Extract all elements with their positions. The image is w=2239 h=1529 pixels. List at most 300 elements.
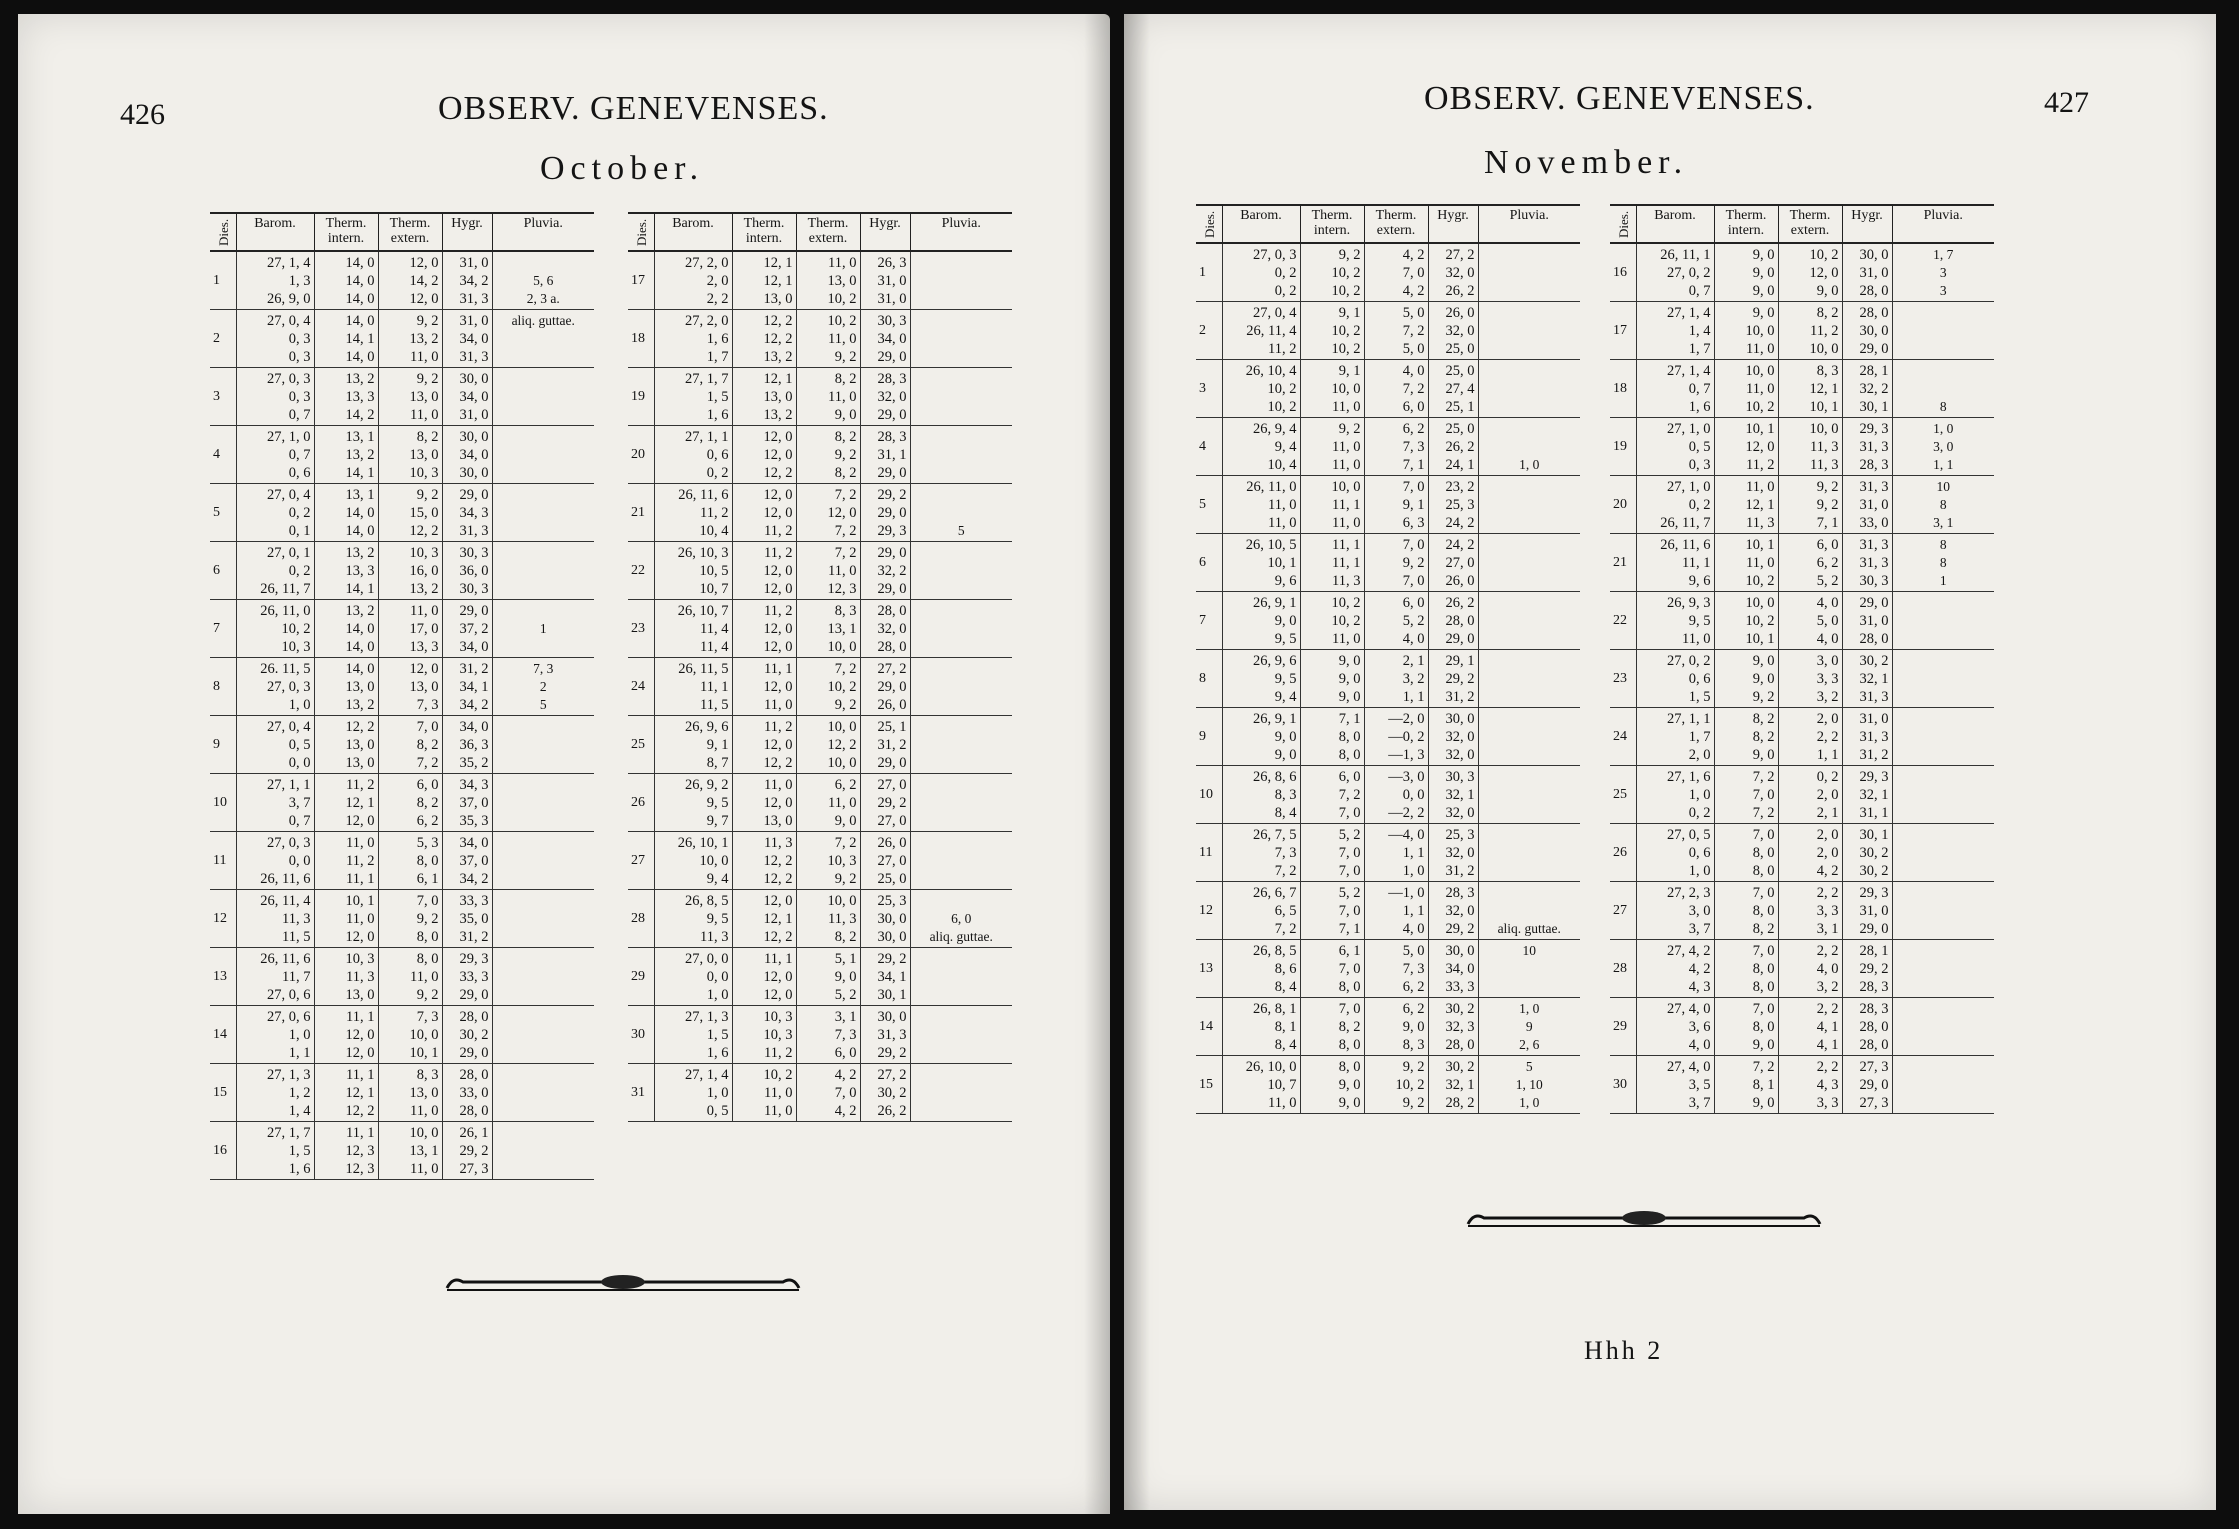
reading-value xyxy=(914,486,1010,504)
reading-value: 30, 3 xyxy=(1859,573,1889,589)
reading-value: 6, 2 xyxy=(834,777,857,793)
reading-value: 5, 0 xyxy=(1402,943,1425,959)
reading-value: 12, 1 xyxy=(345,1085,375,1101)
reading-value: 12, 2 xyxy=(763,465,793,481)
reading-value: 11, 0 xyxy=(764,777,793,793)
therm-intern-cell xyxy=(732,1006,796,1064)
reading-value: 9, 2 xyxy=(416,987,439,1003)
hygrometer-cell xyxy=(1842,882,1892,940)
barometer-cell xyxy=(236,1064,314,1122)
reading-value: 27, 0, 4 xyxy=(267,719,311,735)
therm-intern-cell xyxy=(314,368,378,426)
reading-value xyxy=(496,330,592,348)
day-number: 25 xyxy=(628,716,654,774)
right-page xyxy=(1124,14,2216,1510)
reading-value: 31, 3 xyxy=(459,291,489,307)
reading-value: 9, 0 xyxy=(1752,305,1775,321)
reading-value: 6, 2 xyxy=(1816,555,1839,571)
reading-value: 25, 0 xyxy=(877,871,907,887)
reading-value: 8, 0 xyxy=(416,853,439,869)
pluvia-cell xyxy=(492,310,594,368)
reading-value: 30, 2 xyxy=(1445,1059,1475,1075)
reading-value xyxy=(496,928,592,946)
reading-value: 0, 5 xyxy=(1688,439,1711,455)
reading-value: 30, 0 xyxy=(1445,711,1475,727)
reading-value xyxy=(914,1084,1010,1102)
reading-value: 10, 2 xyxy=(1745,573,1775,589)
reading-value: 12, 3 xyxy=(345,1143,375,1159)
day-number: 11 xyxy=(210,832,236,890)
reading-value: 7, 0 xyxy=(1752,943,1775,959)
therm-extern-cell xyxy=(1364,882,1428,940)
reading-value: 31, 3 xyxy=(1859,537,1889,553)
hygrometer-cell xyxy=(442,1122,492,1180)
reading-value: 11, 0 xyxy=(1746,555,1775,571)
reading-value: 32, 2 xyxy=(877,563,907,579)
reading-value: 10, 3 xyxy=(827,853,857,869)
reading-value: 7, 0 xyxy=(1752,787,1775,803)
pluvia-cell xyxy=(492,600,594,658)
reading-value: 29, 0 xyxy=(877,505,907,521)
reading-value xyxy=(914,272,1010,290)
reading-value: 7, 2 xyxy=(834,545,857,561)
reading-value: 7, 0 xyxy=(1402,479,1425,495)
reading-value: 7, 0 xyxy=(1402,537,1425,553)
table-row xyxy=(210,890,594,948)
reading-value: 2, 2 xyxy=(1816,729,1839,745)
table-row xyxy=(210,484,594,542)
reading-value xyxy=(1896,746,1992,764)
hygrometer-cell xyxy=(442,426,492,484)
reading-value xyxy=(914,950,1010,968)
reading-value: 26, 8, 5 xyxy=(685,893,729,909)
reading-value xyxy=(914,1044,1010,1062)
reading-value: 1, 0 xyxy=(1688,787,1711,803)
barometer-cell xyxy=(236,484,314,542)
therm-intern-cell xyxy=(1714,302,1778,360)
barometer-cell xyxy=(654,774,732,832)
reading-value: 29, 0 xyxy=(877,349,907,365)
reading-value: 2, 6 xyxy=(1519,1037,1540,1052)
reading-value: 9, 2 xyxy=(416,313,439,329)
reading-value xyxy=(496,794,592,812)
reading-value xyxy=(914,464,1010,482)
observation-table xyxy=(628,212,1012,1122)
barometer-cell xyxy=(1222,418,1300,476)
observation-table xyxy=(1196,204,1580,1114)
reading-value: 1, 4 xyxy=(288,1103,311,1119)
day-number: 28 xyxy=(1610,940,1636,998)
barometer-cell xyxy=(236,1006,314,1064)
barometer-cell xyxy=(236,1122,314,1180)
reading-value: 10, 2 xyxy=(827,291,857,307)
reading-value: 29, 2 xyxy=(877,487,907,503)
day-number: 9 xyxy=(1196,708,1222,766)
reading-value xyxy=(1482,496,1578,514)
reading-value: 4, 0 xyxy=(1816,631,1839,647)
reading-value: 26, 10, 4 xyxy=(1245,363,1297,379)
reading-value xyxy=(914,870,1010,888)
reading-value: 14, 1 xyxy=(345,581,375,597)
table-row xyxy=(1610,998,1994,1056)
reading-value: 13, 3 xyxy=(345,563,375,579)
reading-value: 33, 3 xyxy=(459,893,489,909)
reading-value xyxy=(1896,1058,1992,1076)
reading-value: 4, 0 xyxy=(1816,595,1839,611)
reading-value: 24, 2 xyxy=(1445,515,1475,531)
reading-value: 11, 2 xyxy=(764,545,793,561)
reading-value: 12, 0 xyxy=(827,505,857,521)
reading-value: 1, 6 xyxy=(706,331,729,347)
table-row xyxy=(210,251,594,310)
reading-value: 11, 0 xyxy=(1332,439,1361,455)
reading-value: 15, 0 xyxy=(409,505,439,521)
reading-value: 0, 7 xyxy=(288,447,311,463)
pluvia-cell xyxy=(1892,650,1994,708)
hygrometer-cell xyxy=(1842,650,1892,708)
reading-value: 28, 3 xyxy=(1859,457,1889,473)
therm-extern-cell xyxy=(378,890,442,948)
reading-value: 7, 0 xyxy=(1338,805,1361,821)
reading-value: 9, 6 xyxy=(1688,573,1711,589)
hygrometer-cell xyxy=(1842,940,1892,998)
barometer-cell xyxy=(1636,534,1714,592)
reading-value: 14, 2 xyxy=(345,407,375,423)
therm-extern-cell xyxy=(1364,418,1428,476)
reading-value xyxy=(1896,960,1992,978)
barometer-cell xyxy=(1636,824,1714,882)
reading-value xyxy=(914,348,1010,366)
reading-value: 26, 8, 6 xyxy=(1253,769,1297,785)
reading-value: 10, 2 xyxy=(1331,613,1361,629)
reading-value: 11, 0 xyxy=(1268,1095,1297,1111)
reading-value: 12, 1 xyxy=(763,255,793,271)
reading-value: 9, 0 xyxy=(834,969,857,985)
reading-value xyxy=(914,696,1010,714)
reading-value: 4, 2 xyxy=(834,1103,857,1119)
reading-value: 27, 0, 3 xyxy=(267,835,311,851)
table-row xyxy=(1610,650,1994,708)
therm-extern-cell xyxy=(796,426,860,484)
reading-value: aliq. guttae. xyxy=(929,929,993,944)
reading-value: 11, 0 xyxy=(346,911,375,927)
reading-value: 11, 0 xyxy=(410,1161,439,1177)
reading-value: 16, 0 xyxy=(409,563,439,579)
barometer-cell xyxy=(1636,708,1714,766)
therm-extern-cell xyxy=(378,832,442,890)
reading-value: 12, 0 xyxy=(409,255,439,271)
day-number: 8 xyxy=(210,658,236,716)
therm-intern-cell xyxy=(732,251,796,310)
pluvia-cell xyxy=(492,716,594,774)
reading-value: 27, 4 xyxy=(1445,381,1475,397)
reading-value: 9, 2 xyxy=(416,371,439,387)
reading-value: 9, 0 xyxy=(1274,747,1297,763)
day-number: 6 xyxy=(210,542,236,600)
barometer-cell xyxy=(236,368,314,426)
therm-intern-cell xyxy=(1714,998,1778,1056)
reading-value xyxy=(496,1084,592,1102)
reading-value: 8, 2 xyxy=(416,429,439,445)
reading-value: 1, 0 xyxy=(288,697,311,713)
reading-value xyxy=(914,986,1010,1004)
reading-value: 28, 3 xyxy=(1445,885,1475,901)
reading-value: 10, 4 xyxy=(1267,457,1297,473)
reading-value: 6, 2 xyxy=(1402,421,1425,437)
hygrometer-cell xyxy=(1842,998,1892,1056)
hygrometer-cell xyxy=(1842,824,1892,882)
reading-value: 1, 5 xyxy=(288,1143,311,1159)
reading-value xyxy=(1896,594,1992,612)
table-row xyxy=(210,542,594,600)
reading-value: 28, 3 xyxy=(1859,979,1889,995)
reading-value: 27, 3 xyxy=(1859,1059,1889,1075)
reading-value: 7, 2 xyxy=(834,487,857,503)
table-row xyxy=(628,542,1012,600)
reading-value xyxy=(914,852,1010,870)
reading-value: 7, 0 xyxy=(1402,573,1425,589)
therm-intern-cell xyxy=(1714,243,1778,302)
reading-value: 9, 0 xyxy=(1402,1019,1425,1035)
hygrometer-cell xyxy=(442,542,492,600)
reading-value xyxy=(1896,1094,1992,1112)
reading-value: 32, 0 xyxy=(877,389,907,405)
therm-intern-cell xyxy=(314,716,378,774)
day-number: 5 xyxy=(210,484,236,542)
therm-intern-cell xyxy=(1300,1056,1364,1114)
header-dies: Dies. xyxy=(1610,205,1636,243)
reading-value: 8, 1 xyxy=(1752,1077,1775,1093)
reading-value xyxy=(914,312,1010,330)
reading-value: 14, 1 xyxy=(345,331,375,347)
reading-value: 13, 0 xyxy=(763,389,793,405)
therm-extern-cell xyxy=(1778,940,1842,998)
barometer-cell xyxy=(1222,243,1300,302)
reading-value: 28, 0 xyxy=(1859,283,1889,299)
day-number: 13 xyxy=(210,948,236,1006)
reading-value xyxy=(914,406,1010,424)
reading-value: 9, 2 xyxy=(1752,689,1775,705)
hygrometer-cell xyxy=(1842,243,1892,302)
therm-intern-cell xyxy=(732,368,796,426)
hygrometer-cell xyxy=(1842,534,1892,592)
reading-value: 27, 1, 1 xyxy=(1667,711,1711,727)
header-dies: Dies. xyxy=(210,213,236,251)
reading-value: 0, 3 xyxy=(288,349,311,365)
reading-value: 31, 0 xyxy=(877,273,907,289)
pluvia-cell xyxy=(1478,824,1580,882)
reading-value: 9, 2 xyxy=(1402,555,1425,571)
barometer-cell xyxy=(236,774,314,832)
reading-value: 26, 6, 7 xyxy=(1253,885,1297,901)
barometer-cell xyxy=(654,368,732,426)
reading-value: 26, 2 xyxy=(877,1103,907,1119)
reading-value: 32, 0 xyxy=(877,621,907,637)
hygrometer-cell xyxy=(1428,592,1478,650)
pluvia-cell xyxy=(910,890,1012,948)
day-number: 18 xyxy=(1610,360,1636,418)
reading-value: 11, 0 xyxy=(764,697,793,713)
reading-value: 8, 2 xyxy=(1816,305,1839,321)
day-number: 15 xyxy=(210,1064,236,1122)
reading-value: 35, 2 xyxy=(459,755,489,771)
reading-value: 26, 11, 7 xyxy=(260,581,311,597)
reading-value: 5, 2 xyxy=(1338,885,1361,901)
reading-value: 25, 3 xyxy=(1445,497,1475,513)
table-row xyxy=(1196,360,1580,418)
therm-extern-cell xyxy=(1364,476,1428,534)
reading-value: 11, 7 xyxy=(282,969,311,985)
pluvia-cell xyxy=(910,251,1012,310)
reading-value: 9, 2 xyxy=(416,911,439,927)
reading-value xyxy=(1896,862,1992,880)
reading-value: 7, 0 xyxy=(1338,903,1361,919)
reading-value: 30, 2 xyxy=(1859,863,1889,879)
reading-value: 10, 2 xyxy=(1331,595,1361,611)
day-number: 1 xyxy=(1196,243,1222,302)
pluvia-cell xyxy=(1478,243,1580,302)
reading-value: 2, 0 xyxy=(1816,827,1839,843)
reading-value: 3, 1 xyxy=(1816,921,1839,937)
reading-value: 26, 11, 4 xyxy=(260,893,311,909)
reading-value: 13, 3 xyxy=(345,389,375,405)
reading-value: 31, 2 xyxy=(459,929,489,945)
reading-value xyxy=(1482,572,1578,590)
day-number: 9 xyxy=(210,716,236,774)
reading-value xyxy=(1896,884,1992,902)
reading-value: 27, 1, 4 xyxy=(267,255,311,271)
day-number: 27 xyxy=(628,832,654,890)
reading-value: 14, 0 xyxy=(345,523,375,539)
reading-value xyxy=(496,1160,592,1178)
reading-value xyxy=(496,736,592,754)
reading-value: 12, 0 xyxy=(763,737,793,753)
day-number: 7 xyxy=(210,600,236,658)
header-therm-intern: Therm. intern. xyxy=(732,213,796,251)
reading-value xyxy=(914,736,1010,754)
day-number: 21 xyxy=(628,484,654,542)
table-row xyxy=(628,890,1012,948)
reading-value: 10, 4 xyxy=(699,523,729,539)
reading-value: 8 xyxy=(1939,537,1947,552)
reading-value: 10, 1 xyxy=(1745,631,1775,647)
reading-value: 28, 0 xyxy=(459,1009,489,1025)
reading-value: 9, 0 xyxy=(1752,247,1775,263)
barometer-cell xyxy=(236,658,314,716)
reading-value: 34, 1 xyxy=(877,969,907,985)
reading-value: 1, 1 xyxy=(1816,747,1839,763)
reading-value: 3, 2 xyxy=(1816,979,1839,995)
reading-value: 13, 3 xyxy=(409,639,439,655)
reading-value: 1, 6 xyxy=(1688,399,1711,415)
reading-value: 1, 4 xyxy=(1688,323,1711,339)
pluvia-cell xyxy=(910,658,1012,716)
reading-value: 6, 0 xyxy=(834,1045,857,1061)
reading-value: 0, 3 xyxy=(1688,457,1711,473)
barometer-cell xyxy=(654,1006,732,1064)
reading-value: 27, 1, 4 xyxy=(685,1067,729,1083)
reading-value: 27, 1, 0 xyxy=(1667,479,1711,495)
reading-value: 12, 0 xyxy=(763,621,793,637)
reading-value: 9 xyxy=(1525,1019,1533,1034)
reading-value: 31, 1 xyxy=(1859,805,1889,821)
reading-value: 13, 0 xyxy=(409,447,439,463)
therm-intern-cell xyxy=(1300,882,1364,940)
hygrometer-cell xyxy=(442,251,492,310)
reading-value: 4, 3 xyxy=(1688,979,1711,995)
reading-value: 12, 0 xyxy=(409,661,439,677)
reading-value: 7, 0 xyxy=(1338,1001,1361,1017)
reading-value: 30, 3 xyxy=(1445,769,1475,785)
reading-value: 8, 2 xyxy=(416,737,439,753)
reading-value: 28, 0 xyxy=(1859,631,1889,647)
reading-value: 27, 0, 3 xyxy=(267,679,311,695)
header-pluvia: Pluvia. xyxy=(492,213,594,251)
reading-value: 9, 0 xyxy=(1752,671,1775,687)
reading-value: 30, 1 xyxy=(1859,827,1889,843)
table-row xyxy=(1196,418,1580,476)
reading-value: 9, 0 xyxy=(1752,265,1775,281)
reading-value: 28, 0 xyxy=(877,603,907,619)
reading-value: 6, 2 xyxy=(416,813,439,829)
reading-value: 32, 0 xyxy=(1445,265,1475,281)
reading-value: 0, 7 xyxy=(288,407,311,423)
therm-intern-cell xyxy=(1714,708,1778,766)
reading-value: 32, 2 xyxy=(1859,381,1889,397)
reading-value: 5 xyxy=(539,697,547,712)
reading-value: 27, 1, 3 xyxy=(267,1067,311,1083)
therm-extern-cell xyxy=(378,426,442,484)
reading-value: 8, 2 xyxy=(834,429,857,445)
ornament-rule xyxy=(443,1268,803,1298)
reading-value: 25, 1 xyxy=(1445,399,1475,415)
reading-value: 9, 4 xyxy=(1274,689,1297,705)
reading-value: 31, 2 xyxy=(459,661,489,677)
reading-value xyxy=(1482,710,1578,728)
reading-value: 0, 6 xyxy=(706,447,729,463)
reading-value: 31, 2 xyxy=(1859,747,1889,763)
hygrometer-cell xyxy=(860,890,910,948)
reading-value: 13, 2 xyxy=(409,581,439,597)
therm-intern-cell xyxy=(314,948,378,1006)
reading-value: 27, 0, 4 xyxy=(267,313,311,329)
hygrometer-cell xyxy=(442,658,492,716)
table-right-column xyxy=(1610,204,1994,1114)
reading-value: 10, 2 xyxy=(1267,399,1297,415)
hygrometer-cell xyxy=(860,368,910,426)
reading-value: 30, 2 xyxy=(877,1085,907,1101)
reading-value xyxy=(1896,322,1992,340)
reading-value: 7, 3 xyxy=(1402,961,1425,977)
reading-value: 27, 1, 1 xyxy=(685,429,729,445)
reading-value: 31, 0 xyxy=(877,291,907,307)
reading-value xyxy=(914,602,1010,620)
reading-value xyxy=(914,620,1010,638)
day-number: 20 xyxy=(628,426,654,484)
hygrometer-cell xyxy=(860,600,910,658)
table-row xyxy=(628,426,1012,484)
day-number: 30 xyxy=(1610,1056,1636,1114)
hygrometer-cell xyxy=(860,1006,910,1064)
reading-value: 32, 1 xyxy=(1859,671,1889,687)
pluvia-cell xyxy=(1478,882,1580,940)
therm-extern-cell xyxy=(1778,360,1842,418)
reading-value: 32, 0 xyxy=(1445,323,1475,339)
pluvia-cell xyxy=(492,774,594,832)
reading-value: 30, 1 xyxy=(1859,399,1889,415)
barometer-cell xyxy=(1636,243,1714,302)
barometer-cell xyxy=(1636,418,1714,476)
